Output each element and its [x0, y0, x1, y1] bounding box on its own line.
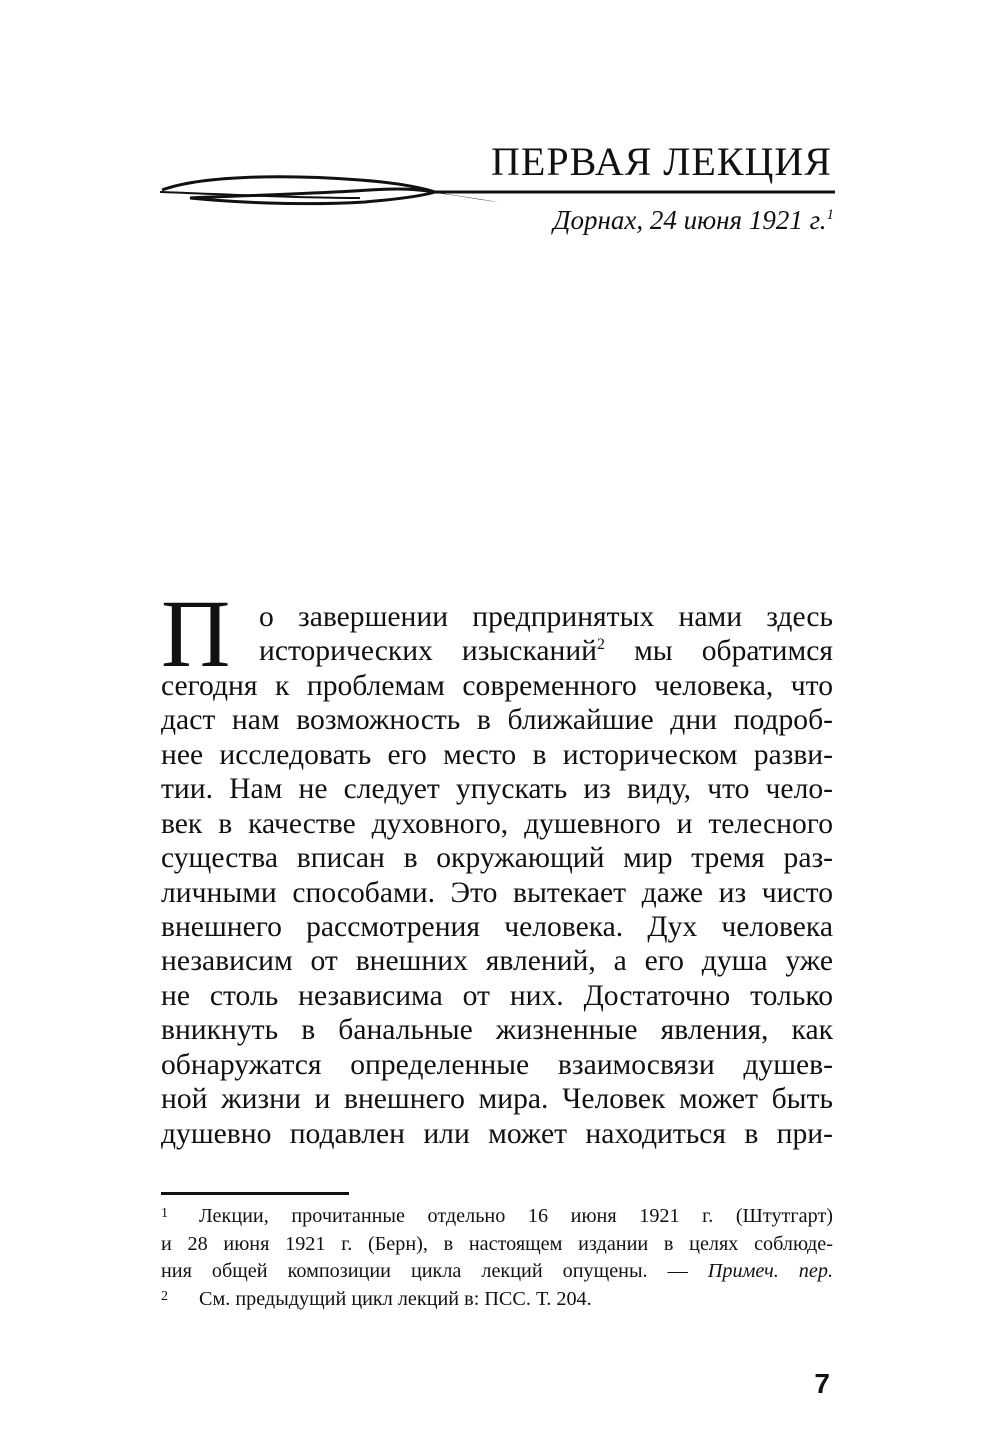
dateline — [553, 205, 834, 236]
body-line: нее исследовать его место в историческом разви- — [161, 738, 833, 771]
footnote-text: См. предыдущий цикл лекций в: ПСС. Т. 204. — [199, 1287, 592, 1310]
body-line: душевно подавлен или может находиться в при- — [161, 1117, 833, 1150]
chapter-title: ПЕРВАЯ ЛЕКЦИЯ — [491, 139, 832, 184]
footnote-ref-2: 2 — [597, 636, 606, 654]
body-line — [161, 634, 833, 668]
body-line: о завершении предпринятых нами здесь — [259, 601, 833, 633]
footnote-ref-1: 1 — [826, 207, 834, 223]
dateline-text: Дорнах, 24 июня 1921 г. — [553, 205, 827, 235]
body-line: существа вписан в окружающий мир тремя раз- — [161, 842, 833, 875]
footnote-text: ния общей композиции цикла лекций опущены. — — [161, 1260, 688, 1283]
drop-cap: П — [161, 580, 231, 687]
body-line: век в качестве духовного, душевного и телесного — [161, 807, 833, 840]
body-line-part: мы обратимся — [634, 635, 833, 668]
body-line: даст нам возможность в ближайшие дни подроб- — [161, 704, 833, 737]
body-line: личными способами. Это вытекает даже из чисто — [161, 876, 833, 909]
body-line: внешнего рассмотрения человека. Дух человека — [161, 910, 833, 943]
footnote-rule — [161, 1192, 349, 1195]
footnote-text: Лекции, прочитанные отдельно 16 июня 1921 г. (Штутгарт) — [199, 1205, 833, 1227]
body-text — [161, 580, 833, 1151]
footnote-translator-note: Примеч. пер. — [707, 1260, 834, 1283]
footnotes — [161, 1203, 833, 1313]
body-line: не столь независима от них. Достаточно только — [161, 979, 833, 1012]
page-number: 7 — [814, 1368, 830, 1399]
footnote-1-line — [161, 1203, 833, 1231]
body-line: вникнуть в банальные жизненные явления, как — [161, 1014, 833, 1047]
body-line: независим от внешних явлений, а его душа уже — [161, 945, 833, 978]
body-line: ной жизни и внешнего мира. Человек может быть — [161, 1083, 833, 1116]
body-line: сегодня к проблемам современного человека, что — [161, 669, 833, 702]
footnote-1-line: и 28 июня 1921 г. (Берн), в настоящем издании в целях соблюде- — [161, 1232, 833, 1255]
body-line: обнаружатся определенные взаимосвязи душев- — [161, 1048, 833, 1081]
footnote-2-line — [161, 1286, 833, 1314]
footnote-1-line — [161, 1258, 833, 1286]
body-line-part: исторических изысканий — [259, 635, 598, 668]
footnote-number: 2 — [161, 1288, 168, 1304]
body-line: тии. Нам не следует упускать из виду, что чело- — [161, 773, 833, 806]
footnote-number: 1 — [161, 1206, 168, 1221]
